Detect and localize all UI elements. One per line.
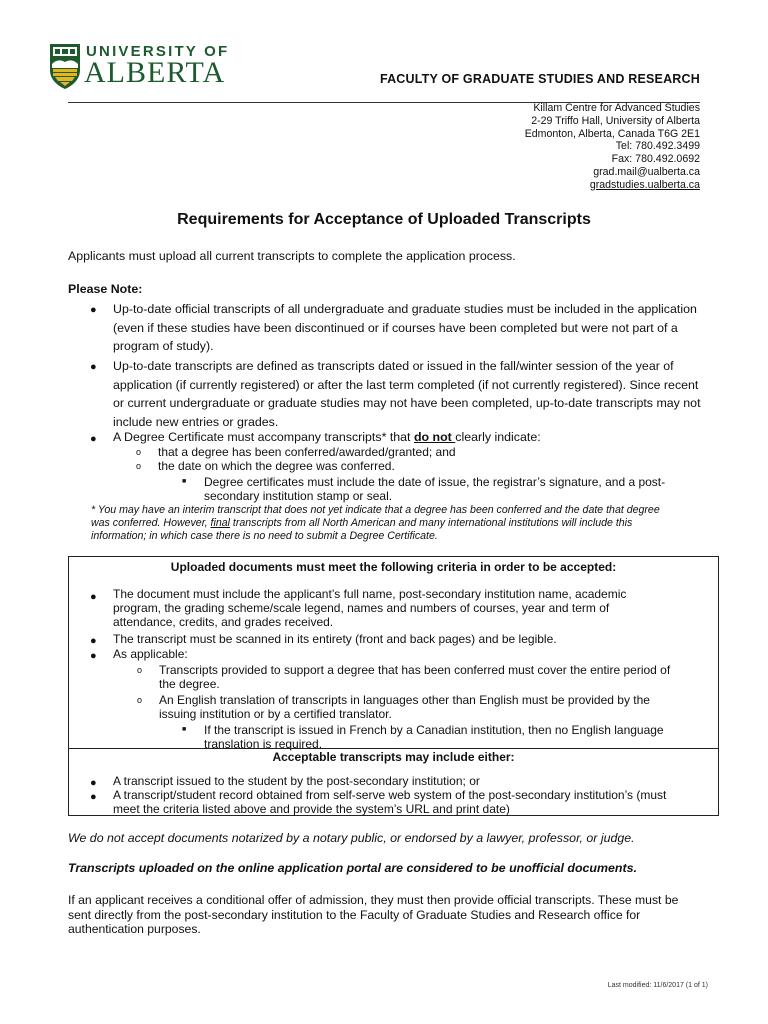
university-logo <box>48 40 248 92</box>
footnote-line: * You may have an interim transcript that does not yet indicate that a degree has been conferred and the date that degree <box>91 504 660 516</box>
criteria-line: If the transcript is issued in French by a Canadian institution, then no English language <box>204 723 664 737</box>
criteria-line: Transcripts provided to support a degree that has been conferred must cover the entire period of <box>159 663 671 677</box>
sub-line: secondary institution stamp or seal. <box>204 489 393 503</box>
criteria-line: An English translation of transcripts in languages other than English must be provided by the <box>159 693 650 707</box>
criteria-box <box>68 556 719 816</box>
bullet-icon: ● <box>90 777 97 789</box>
circle-bullet-icon: o <box>136 461 142 471</box>
criteria-item: The transcript must be scanned in its entirety (front and back pages) and be legible. <box>113 632 557 646</box>
bullet-icon: ● <box>90 635 97 647</box>
criteria-item: As applicable: <box>113 647 188 661</box>
intro-text: Applicants must upload all current transcripts to complete the application process. <box>68 249 516 263</box>
acceptable-line: A transcript/student record obtained from self-serve web system of the post-secondary institution’s (must <box>113 788 667 802</box>
address-line: Killam Centre for Advanced Studies <box>533 102 700 114</box>
contact-address <box>525 102 700 192</box>
sub-line: Degree certificates must include the date of issue, the registrar’s signature, and a post- <box>204 475 666 489</box>
criteria-heading: Uploaded documents must meet the following criteria in order to be accepted: <box>170 560 617 574</box>
paragraph-line: authentication purposes. <box>68 922 201 936</box>
criteria-line: translation is required. <box>204 737 323 751</box>
circle-bullet-icon: o <box>136 447 142 457</box>
circle-bullet-icon: o <box>137 695 143 705</box>
acceptable-item <box>113 788 666 816</box>
circle-bullet-icon: o <box>137 665 143 675</box>
emphasis-final: final <box>210 517 230 529</box>
page-title: Requirements for Acceptance of Uploaded Transcripts <box>177 211 591 228</box>
note-heading: Please Note: <box>68 282 143 296</box>
square-bullet-icon: ■ <box>182 478 187 485</box>
crest-icon <box>48 42 82 90</box>
note-text: clearly indicate: <box>455 430 541 444</box>
logo-line2: ALBERTA <box>84 56 226 89</box>
conditional-offer-paragraph <box>68 893 718 937</box>
paragraph-line: If an applicant receives a conditional offer of admission, they must then provide official transcripts. These must be <box>68 893 679 907</box>
phone: Tel: 780.492.3499 <box>615 140 700 153</box>
last-modified: Last modified: 11/6/2017 (1 of 1) <box>607 982 708 989</box>
acceptable-heading: Acceptable transcripts may include either: <box>272 750 515 764</box>
criteria-sub-sub-item <box>204 723 664 751</box>
note-line: or current undergraduate or graduate studies may not have been completed, up-to-date transcripts may not <box>113 396 701 410</box>
unofficial-notice: Transcripts uploaded on the online application portal are considered to be unofficial documents. <box>68 861 637 875</box>
square-bullet-icon: ■ <box>182 726 187 733</box>
note-item <box>113 300 697 356</box>
faculty-name: FACULTY OF GRADUATE STUDIES AND RESEARCH <box>379 72 700 86</box>
logo-line1: UNIVERSITY OF <box>86 43 230 60</box>
criteria-line: issuing institution or by a certified translator. <box>159 707 392 721</box>
address-line: 2-29 Triffo Hall, University of Alberta <box>531 114 700 127</box>
criteria-sub-item <box>159 693 650 721</box>
bullet-icon: ● <box>90 304 97 316</box>
criteria-line: The document must include the applicant’s full name, post-secondary institution name, academic <box>113 587 627 601</box>
criteria-line: attendance, credits, and grades received. <box>113 615 334 629</box>
sub-item: that a degree has been conferred/awarded/granted; and <box>158 445 456 459</box>
bullet-icon: ● <box>90 791 97 803</box>
criteria-sub-item <box>159 663 670 691</box>
footnote <box>91 504 711 543</box>
footnote-text: was conferred. However, <box>91 517 211 529</box>
sub-sub-item <box>204 475 665 503</box>
acceptable-item: A transcript issued to the student by the post-secondary institution; or <box>113 774 480 788</box>
acceptable-line: meet the criteria listed above and provide the system’s URL and print date) <box>113 802 510 816</box>
note-line: program of study). <box>113 339 214 353</box>
note-item <box>113 357 701 431</box>
note-item <box>113 429 541 445</box>
note-line: include new entries or grades. <box>113 414 279 429</box>
emphasis-do-not: do not <box>413 430 456 444</box>
criteria-item <box>113 587 626 629</box>
bullet-icon: ● <box>90 591 97 603</box>
footnote-text: transcripts from all North American and many international institutions will include this <box>229 517 633 529</box>
note-line: Up-to-date official transcripts of all undergraduate and graduate studies must be included in the application <box>113 302 697 316</box>
note-line: (even if these studies have been discontinued or if courses have been completed but were not part of a <box>113 320 678 335</box>
notarized-notice: We do not accept documents notarized by a notary public, or endorsed by a lawyer, professor, or judge. <box>68 831 635 845</box>
criteria-line: the degree. <box>159 677 220 691</box>
paragraph-line: sent directly from the post-secondary institution to the Faculty of Graduate Studies and Research office for <box>68 907 641 922</box>
bullet-icon: ● <box>90 650 97 662</box>
bullet-icon: ● <box>90 433 97 445</box>
box-divider <box>69 748 718 749</box>
note-line: application (if currently registered) or after the last term completed (if not currently registered). Since recent <box>113 377 699 392</box>
footnote-line: information; in which case there is no need to submit a Degree Certificate. <box>91 530 438 542</box>
bullet-icon: ● <box>90 361 97 373</box>
footnote-line <box>91 517 711 530</box>
sub-item: the date on which the degree was conferred. <box>158 459 395 473</box>
email[interactable]: grad.mail@ualberta.ca <box>593 165 700 178</box>
website-link[interactable]: gradstudies.ualberta.ca <box>589 178 700 191</box>
note-text: A Degree Certificate must accompany transcripts* that <box>113 430 414 444</box>
fax: Fax: 780.492.0692 <box>611 153 700 166</box>
note-line: Up-to-date transcripts are defined as transcripts dated or issued in the fall/winter session of the year of <box>113 359 674 373</box>
criteria-line: program, the grading scheme/scale legend, names and numbers of courses, year and term of <box>113 601 610 615</box>
address-line: Edmonton, Alberta, Canada T6G 2E1 <box>524 127 700 140</box>
